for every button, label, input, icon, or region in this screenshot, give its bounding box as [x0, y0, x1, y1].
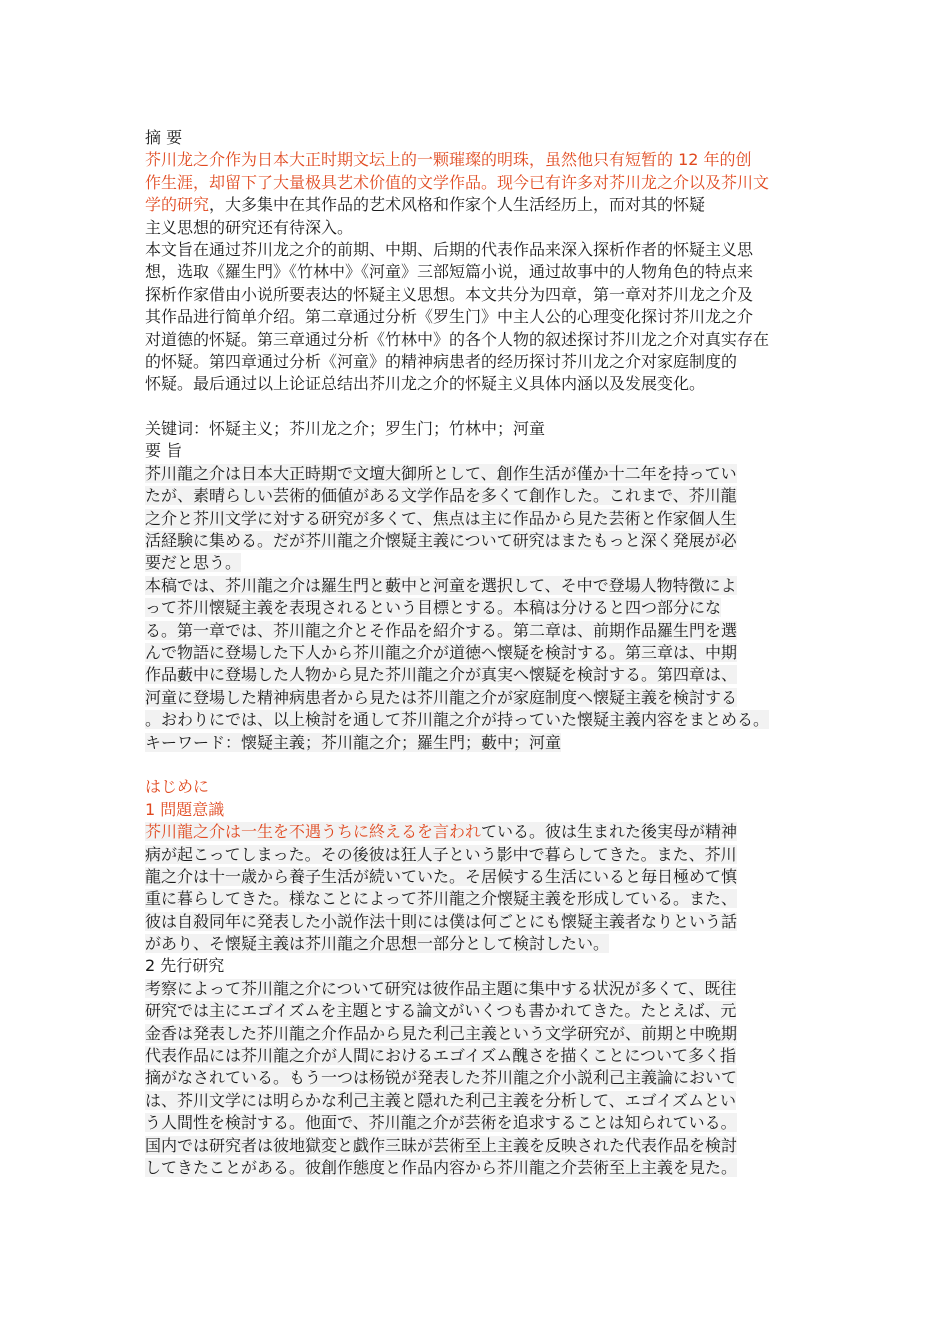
abstract-jp-p2-line: 本稿では、芥川龍之介は羅生門と藪中と河童を選択して、そ中で登場人物特徴によ [145, 575, 737, 595]
abstract-cn-p2-line [145, 396, 810, 418]
abstract-jp-paragraph-1 [145, 463, 810, 575]
abstract-cn-p2-line: 想，选取《羅生門》《竹林中》《河童》三部短篇小说，通过故事中的人物角色的特点来 [145, 262, 754, 282]
abstract-jp-p2-line: 。おわりにでは、以上検討を通して芥川龍之介が持っていた懐疑主義内容をまとめる。 [145, 710, 770, 730]
abstract-jp-p2-line: んで物語に登場した下人から芥川龍之介が道徳へ懐疑を検討する。第三章は、中期 [145, 642, 738, 662]
abstract-cn-p2-line: 探析作家借由小说所要表达的怀疑主义思想。本文共分为四章，第一章对芥川龙之介及 [145, 284, 754, 304]
section-1-line: 重に暮らしてきた。様なことによって芥川龍之介懐疑主義を形成している。また、 [145, 889, 738, 909]
section-1-line: 彼は自殺同年に発表した小説作法十則には僕は何ごとにも懐疑主義者なりという話 [145, 911, 738, 931]
abstract-jp-p1-line: たが、素晴らしい芸術的価値がある文学作品を多くて創作した。これまで、芥川龍 [145, 486, 737, 506]
section-1-line: ている。彼は生まれた後実母が精神 [481, 822, 738, 842]
abstract-cn-p2-line: 对道德的怀疑。第三章通过分析《竹林中》的各个人物的叙述探讨芥川龙之介对真实存在 [145, 329, 770, 349]
abstract-cn-keywords: 关键词：怀疑主义；芥川龙之介；罗生门；竹林中；河童 [145, 419, 546, 439]
section-1-line: 病が起こってしまった。その後彼は狂人子という影中で暮らしてきた。また、芥川 [145, 844, 737, 864]
abstract-cn-p2-line: 的怀疑。第四章通过分析《河童》的精神病患者的经历探讨芥川龙之介对家庭制度的 [145, 351, 738, 371]
abstract-jp-p2-line: 作品藪中に登場した人物から見た芥川龍之介が真実へ懐疑を検討する。第四章は、 [145, 665, 738, 685]
document-page [145, 127, 810, 1202]
abstract-cn-text-l3: ，大多集中在其作品的艺术风格和作家个人生活经历上，而对其的怀疑 [209, 195, 706, 215]
section-2-body [145, 978, 810, 1202]
abstract-cn-p2-line: 本文旨在通过芥川龙之介的前期、中期、后期的代表作品来深入探析作者的怀疑主义思 [145, 239, 754, 259]
abstract-cn-red-l1: 芥川龙之介作为日本大正时期文坛上的一颗璀璨的明珠，虽然他只有短暂的 12 年的创 [145, 150, 752, 170]
abstract-jp-keywords: キーワード：懐疑主義；芥川龍之介；羅生門；藪中；河童 [145, 732, 562, 752]
abstract-jp-p1-line: 要だと思う。 [145, 553, 242, 573]
section-1-line: 龍之介は十一歳から養子生活が続いていた。そ居候する生活にいると毎日極めて慎 [145, 866, 738, 886]
abstract-jp-p1-line: 之介と芥川文学に対する研究が多くて、焦点は主に作品から見た芸術と作家個人生 [145, 508, 737, 528]
abstract-jp-heading: 要 旨 [145, 441, 183, 461]
section-2-line: う人間性を検討する。他面で、芥川龍之介が芸術を追求することは知られている。 [145, 1113, 737, 1133]
abstract-cn-paragraph-1 [145, 149, 810, 239]
abstract-cn-p2-line: 其作品进行简单介绍。第二章通过分析《罗生门》中主人公的心理变化探讨芥川龙之介 [145, 307, 754, 327]
section-2-line: 研究では主にエゴイズムを主題とする論文がいくつも書かれてきた。たとえば、元 [145, 1001, 737, 1021]
section-2-line: 国内では研究者は彼地獄変と戯作三昧が芸術至上主義を反映された代表作品を検討 [145, 1135, 738, 1155]
section-2-line: 金香は発表した芥川龍之介作品から見た利己主義という文学研究が、前期と中晩期 [145, 1023, 738, 1043]
abstract-cn-p2-line: 怀疑。最后通过以上论证总结出芥川龙之介的怀疑主义具体内涵以及发展变化。 [145, 374, 706, 394]
abstract-cn-paragraph-2 [145, 239, 810, 418]
abstract-jp-p1-line: 活経験に集める。だが芥川龍之介懐疑主義について研究はまたもっと深く発展が必 [145, 531, 737, 551]
section-1-title: 1 問題意識 [145, 799, 225, 819]
abstract-jp-p2-line: 河童に登場した精神病患者から見たは芥川龍之介が家庭制度へ懐疑主義を検討する [145, 687, 738, 707]
abstract-cn-red-l3: 学的研究 [145, 195, 210, 215]
abstract-cn-red-l2: 作生涯，却留下了大量极具艺术价值的文学作品。现今已有许多对芥川龙之介以及芥川文 [145, 172, 770, 192]
abstract-jp-p2-line: って芥川懐疑主義を表現されるという目標とする。本稿は分けると四つ部分にな [145, 598, 722, 618]
section-2-line: 摘がなされている。もう一つは杨锐が発表した芥川龍之介小説利己主義論において [145, 1068, 738, 1088]
section-2-title: 2 先行研究 [145, 956, 225, 976]
abstract-jp-paragraph-2 [145, 575, 810, 732]
abstract-cn-heading: 摘 要 [145, 128, 183, 147]
section-1-line: があり、そ懐疑主義は芥川龍之介思想一部分として検討したい。 [145, 934, 610, 954]
spacer [145, 754, 810, 776]
section-2-line: は、芥川文学には明らかな利己主義と隠れた利己主義を分析して、エゴイズムとい [145, 1090, 737, 1110]
abstract-cn-text-l4: 主义思想的研究还有待深入。 [145, 217, 354, 237]
section-1-red-text: 芥川龍之介は一生を不遇うちに終えるを言われ [145, 822, 482, 842]
abstract-jp-p2-line: る。第一章では、芥川龍之介とそ作品を紹介する。第二章は、前期作品羅生門を選 [145, 620, 738, 640]
intro-heading: はじめに [145, 777, 210, 797]
section-1-body [145, 821, 810, 955]
section-2-line: 代表作品には芥川龍之介が人間におけるエゴイズム醜さを描くことについて多く指 [145, 1046, 737, 1066]
section-2-line: してきたことがある。彼創作態度と作品内容から芥川龍之介芸術至上主義を見た。 [145, 1157, 738, 1177]
abstract-jp-p1-line: 芥川龍之介は日本大正時期で文壇大御所として、創作生活が僅か十二年を持ってい [145, 463, 737, 483]
section-2-line: 考察によって芥川龍之介について研究は彼作品主題に集中する状況が多くて、既往 [145, 978, 737, 998]
